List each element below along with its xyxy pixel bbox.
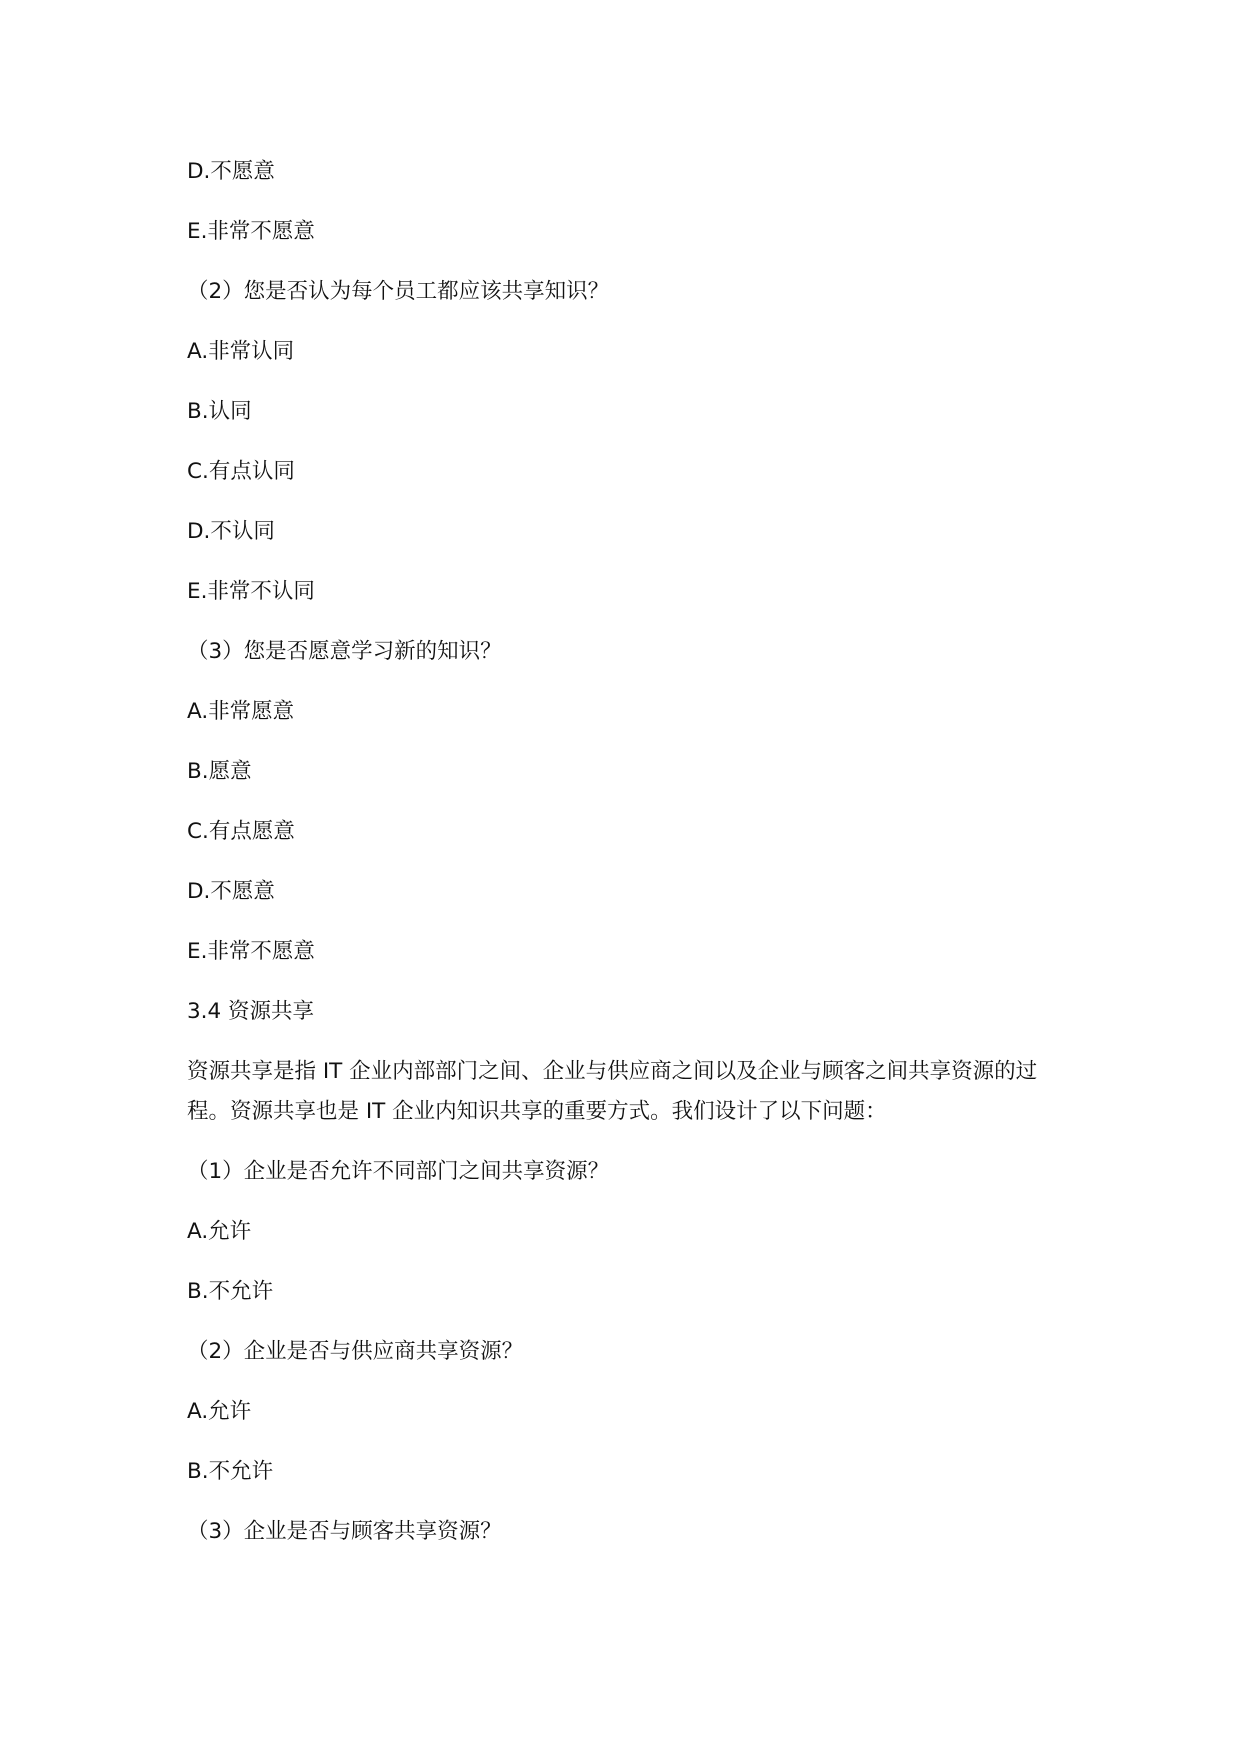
option-b-agree: B.认同 bbox=[187, 399, 252, 424]
option-b-not-allow: B.不允许 bbox=[187, 1459, 274, 1484]
option-e-very-unwilling: E.非常不愿意 bbox=[187, 939, 315, 964]
option-a-strongly-agree: A.非常认同 bbox=[187, 339, 295, 364]
section-heading-resource-sharing: 3.4 资源共享 bbox=[187, 999, 315, 1024]
option-e-strongly-disagree: E.非常不认同 bbox=[187, 579, 315, 604]
option-a-very-willing: A.非常愿意 bbox=[187, 699, 295, 724]
option-e-very-unwilling: E.非常不愿意 bbox=[187, 219, 315, 244]
option-b-willing: B.愿意 bbox=[187, 759, 252, 784]
question-3-learn-new-knowledge: （3）您是否愿意学习新的知识？ bbox=[187, 639, 502, 664]
option-d-unwilling: D.不愿意 bbox=[187, 879, 275, 904]
section-intro-paragraph: 资源共享是指 IT 企业内部部门之间、企业与供应商之间以及企业与顾客之间共享资源的过程。资源共享也是 IT 企业内知识共享的重要方式。我们设计了以下问题： bbox=[187, 1059, 1038, 1124]
question-1-cross-department-sharing: （1）企业是否允许不同部门之间共享资源？ bbox=[187, 1159, 610, 1184]
option-b-not-allow: B.不允许 bbox=[187, 1279, 274, 1304]
question-3-customer-sharing: （3）企业是否与顾客共享资源？ bbox=[187, 1519, 502, 1544]
option-d-unwilling: D.不愿意 bbox=[187, 159, 275, 184]
option-c-somewhat-agree: C.有点认同 bbox=[187, 459, 295, 484]
option-a-allow: A.允许 bbox=[187, 1219, 252, 1244]
option-a-allow: A.允许 bbox=[187, 1399, 252, 1424]
option-c-somewhat-willing: C.有点愿意 bbox=[187, 819, 295, 844]
option-d-disagree: D.不认同 bbox=[187, 519, 275, 544]
question-2-share-knowledge: （2）您是否认为每个员工都应该共享知识？ bbox=[187, 279, 610, 304]
question-2-supplier-sharing: （2）企业是否与供应商共享资源？ bbox=[187, 1339, 524, 1364]
